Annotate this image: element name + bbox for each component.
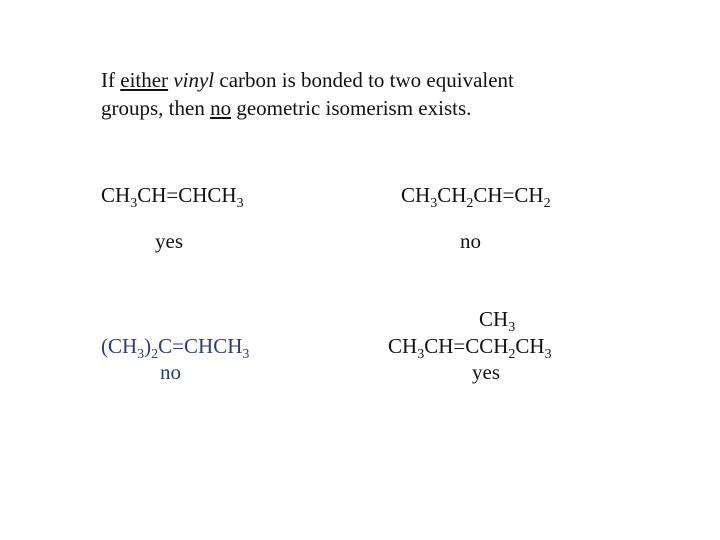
rule-line-2 xyxy=(101,94,621,122)
formula-part: CH xyxy=(388,334,418,358)
subscript: 3 xyxy=(130,196,138,211)
formula-part: CH=CCH xyxy=(424,334,509,358)
subscript: 3 xyxy=(236,196,244,211)
formula-example-2 xyxy=(401,182,551,211)
formula-part: CH xyxy=(101,183,131,207)
subscript: 3 xyxy=(430,196,438,211)
subscript: 3 xyxy=(242,347,250,362)
subscript: 3 xyxy=(508,320,516,335)
rule-text: geometric isomerism exists. xyxy=(231,96,472,120)
formula-part: ) xyxy=(144,334,152,358)
formula-part: CH xyxy=(437,183,467,207)
formula-example-4-branch xyxy=(479,306,516,335)
subscript: 3 xyxy=(417,347,425,362)
subscript: 3 xyxy=(544,347,552,362)
formula-example-1 xyxy=(101,182,244,211)
emphasis-either: either xyxy=(120,68,169,92)
formula-part: C=CHCH xyxy=(158,334,243,358)
formula-part: CH=CHCH xyxy=(137,183,237,207)
subscript: 2 xyxy=(151,347,159,362)
subscript: 2 xyxy=(543,196,551,211)
answer-example-2: no xyxy=(460,229,481,253)
answer-example-1: yes xyxy=(155,229,183,253)
formula-example-4 xyxy=(388,333,552,362)
formula-part: (CH xyxy=(101,334,138,358)
rule-statement xyxy=(101,66,621,122)
formula-part: CH=CH xyxy=(473,183,544,207)
subscript: 3 xyxy=(137,347,145,362)
emphasis-vinyl: vinyl xyxy=(173,68,215,92)
rule-text: groups, then xyxy=(101,96,211,120)
formula-part: CH xyxy=(401,183,431,207)
answer-example-4: yes xyxy=(472,360,500,384)
formula-example-3 xyxy=(101,333,250,362)
rule-text: carbon is bonded to two equivalent xyxy=(214,68,514,92)
rule-line-1 xyxy=(101,66,621,94)
formula-part: CH xyxy=(479,307,509,331)
emphasis-no: no xyxy=(210,96,232,120)
subscript: 2 xyxy=(466,196,474,211)
rule-text: If xyxy=(101,68,121,92)
formula-part: CH xyxy=(515,334,545,358)
answer-example-3: no xyxy=(160,360,181,384)
subscript: 2 xyxy=(508,347,516,362)
